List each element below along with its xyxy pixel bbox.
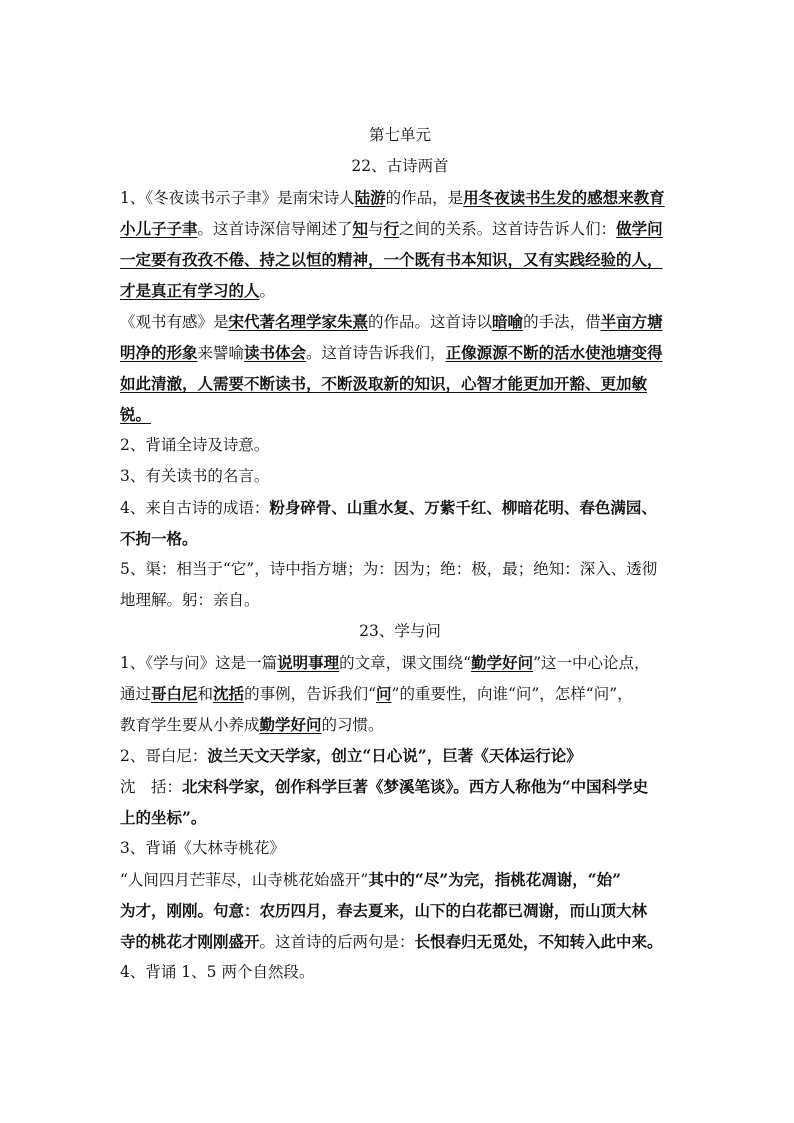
lesson-22-item-4-line-2: 不拘一格。 <box>120 529 198 548</box>
lesson-23-item-3-title: 3、背诵《大林寺桃花》 <box>120 839 285 857</box>
lesson-22-p1-line-4: 才是真正有学习的人。 <box>120 281 276 300</box>
lesson-23-item-2-line-2: 沈 括：北宋科学家，创作科学巨著《梦溪笔谈》。西方人称他为“中国科学史 <box>120 777 649 796</box>
lesson-22-p1-line-1: 1、《冬夜读书示子聿》是南宋诗人陆游的作品，是用冬夜读书生发的感想来教育 <box>120 188 665 207</box>
lesson-22-p2-line-3: 如此清澈，人需要不断读书，不断汲取新的知识，心智才能更加开豁、更加敏 <box>120 374 648 393</box>
lesson-22-item-2: 2、背诵全诗及诗意。 <box>120 436 270 454</box>
document-body <box>120 120 680 988</box>
lesson-22-p1-line-3: 一定要有孜孜不倦、持之以恒的精神，一个既有书本知识，又有实践经验的人， <box>120 250 663 269</box>
lesson-22-p2-line-1: 《观书有感》是宋代著名理学家朱熹的作品。这首诗以暗喻的手法，借半亩方塘 <box>120 312 663 331</box>
lesson-22-item-4-line-1: 4、来自古诗的成语：粉身碎骨、山重水复、万紫千红、柳暗花明、春色满园、 <box>120 498 657 517</box>
lesson-23-item-3-line-3: 寺的桃花才刚刚盛开。这首诗的后两句是：长恨春归无觅处，不知转入此中来。 <box>120 932 663 951</box>
lesson-22-p1-line-2: 小儿子子聿。这首诗深信导阐述了知与行之间的关系。这首诗告诉人们：做学问 <box>120 219 663 238</box>
lesson-23-p1-line-1: 1、《学与问》这是一篇说明事理的文章，课文围绕“勤学好问”这一中心论点， <box>120 653 650 672</box>
lesson-22-title: 22、古诗两首 <box>351 157 449 175</box>
lesson-23-item-4: 4、背诵 1、5 两个自然段。 <box>120 963 315 981</box>
lesson-23-item-3-line-2: 为才，刚刚。句意：农历四月，春去夏来，山下的白花都已凋谢，而山顶大林 <box>120 901 648 920</box>
lesson-22-p2-line-2: 明净的形象来譬喻读书体会。这首诗告诉我们，正像源源不断的活水使池塘变得 <box>120 343 663 362</box>
unit-title: 第七单元 <box>368 126 431 144</box>
lesson-22-item-3: 3、有关读书的名言。 <box>120 467 270 485</box>
lesson-22-p2-line-4: 锐。 <box>120 405 152 424</box>
lesson-22-item-5-line-1: 5、渠：相当于“它”，诗中指方塘；为：因为；绝：极，最；绝知：深入、透彻 <box>120 560 658 578</box>
lesson-23-item-2-line-3: 上的坐标”。 <box>120 808 207 827</box>
lesson-22-item-5-line-2: 地理解。躬：亲自。 <box>120 591 260 609</box>
lesson-23-item-2-line-1: 2、哥白尼：波兰天文天学家，创立“日心说”，巨著《天体运行论》 <box>120 746 582 765</box>
lesson-23-title: 23、学与问 <box>359 622 441 640</box>
lesson-23-p1-line-2: 通过哥白尼和沈括的事例，告诉我们“问”的重要性，向谁“问”，怎样“问”， <box>120 684 633 703</box>
lesson-23-item-3-line-1: “人间四月芒菲尽，山寺桃花始盛开”其中的“尽”为完，指桃花凋谢，“始” <box>120 870 622 889</box>
lesson-23-p1-line-3: 教育学生要从小养成勤学好问的习惯。 <box>120 715 384 734</box>
